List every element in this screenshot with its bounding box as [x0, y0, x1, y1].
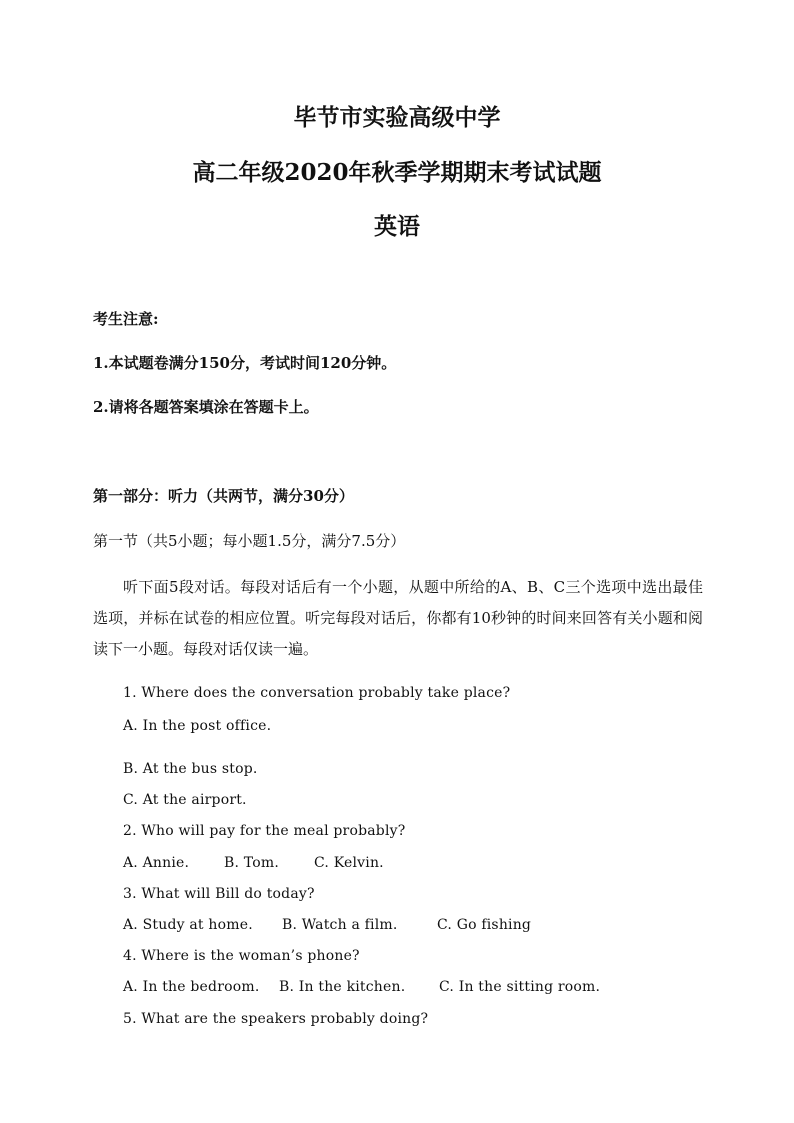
- question-stem: 4. Where is the woman’s phone?: [123, 948, 360, 964]
- subject-title: 英语: [374, 213, 420, 240]
- answer-option: B. In the kitchen.: [279, 979, 406, 995]
- answer-option: B. Tom.: [224, 855, 279, 871]
- instructions-paragraph: 听下面5段对话。每段对话后有一个小题，从题中所给的A、B、C三个选项中选出最佳选项，并标在试卷的相应位置。听完每段对话后，你都有10秒钟的时间来回答有关小题和阅读下一小题。每段对话仅读一遍。: [93, 578, 703, 658]
- question-stem: 3. What will Bill do today?: [123, 886, 315, 902]
- answer-option: A. Study at home.: [123, 917, 253, 933]
- options-row: [123, 980, 600, 994]
- question-stem: 2. Who will pay for the meal probably?: [123, 823, 406, 839]
- section-title: 第一节（共5小题；每小题1.5分，满分7.5分）: [93, 532, 406, 550]
- question-stem: 5. What are the speakers probably doing?: [123, 1011, 429, 1027]
- answer-option: C. At the airport.: [123, 792, 247, 808]
- notice-item: 1.本试题卷满分150分，考试时间120分钟。: [93, 354, 397, 372]
- answer-option: B. Watch a film.: [282, 917, 398, 933]
- exam-title: 高二年级2020年秋季学期期末考试试题: [192, 159, 602, 186]
- question-stem: 1. Where does the conversation probably take place?: [123, 685, 511, 701]
- answer-option: C. In the sitting room.: [439, 979, 601, 995]
- answer-option: A. In the post office.: [123, 718, 272, 734]
- answer-option: A. In the bedroom.: [123, 979, 260, 995]
- part-title: 第一部分：听力（共两节，满分30分）: [93, 487, 354, 505]
- answer-option: C. Kelvin.: [314, 855, 384, 871]
- answer-option: A. Annie.: [123, 855, 190, 871]
- answer-option: C. Go fishing: [437, 917, 532, 933]
- options-row: [123, 918, 531, 932]
- notice-heading: 考生注意:: [93, 310, 159, 328]
- answer-option: B. At the bus stop.: [123, 761, 258, 777]
- school-name: 毕节市实验高级中学: [293, 104, 501, 131]
- notice-item: 2.请将各题答案填涂在答题卡上。: [93, 398, 319, 416]
- options-row: [123, 856, 384, 870]
